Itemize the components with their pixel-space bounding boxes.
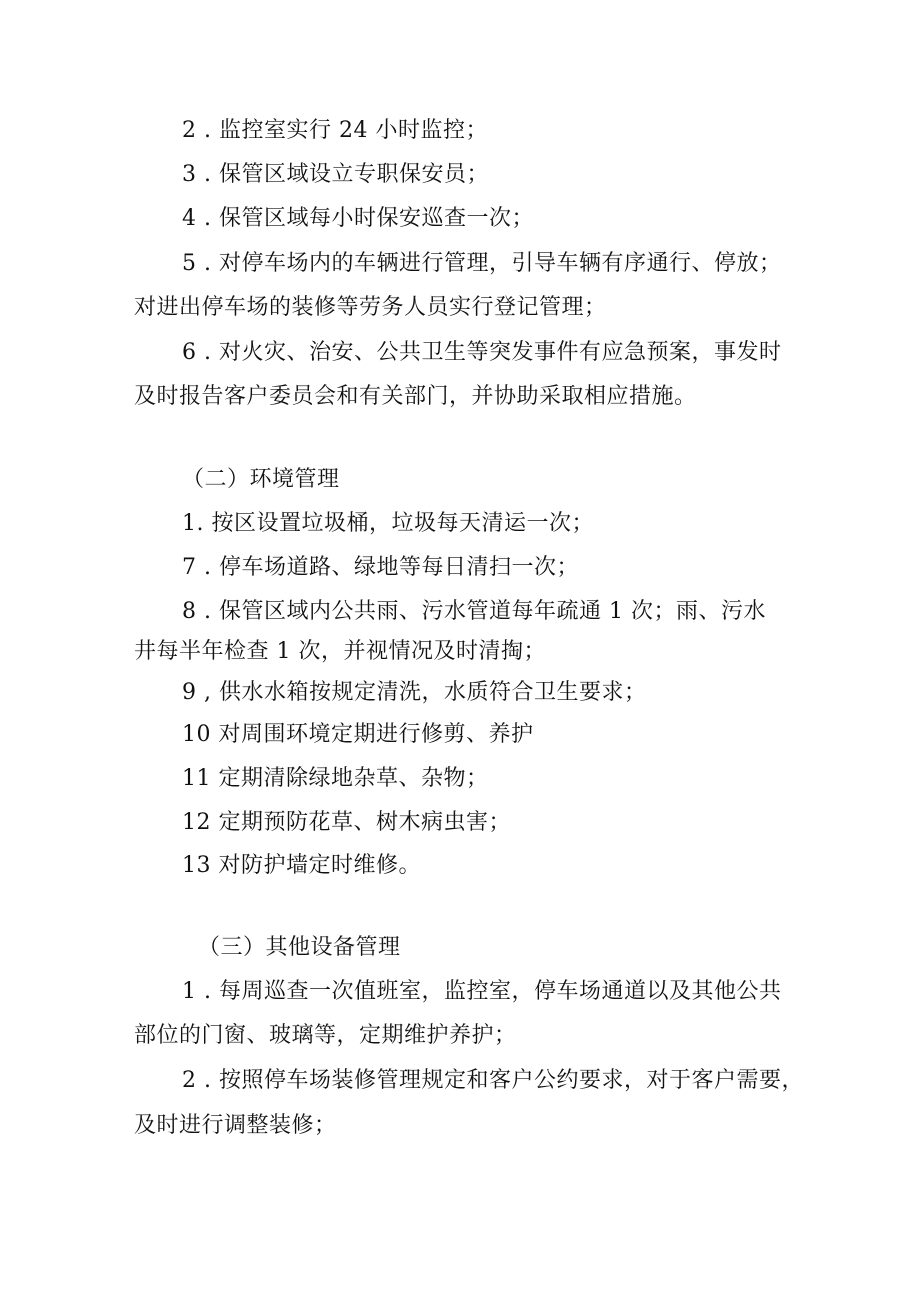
- item-s2-8-line-2: 井每半年检查 1 次，并视情况及时清掏；: [134, 639, 546, 664]
- item-s1-5-line-2: 对进出停车场的装修等劳务人员实行登记管理；: [134, 295, 607, 320]
- item-s2-10-line-1: 10 对周围环境定期进行修剪、养护: [182, 722, 534, 747]
- item-s3-1-line-2: 部位的门窗、玻璃等，定期维护养护；: [134, 1023, 517, 1048]
- item-s2-9-line-1: 9 , 供水水箱按规定清洗，水质符合卫生要求；: [182, 680, 647, 705]
- item-s2-1-line-1: 1. 按区设置垃圾桶，垃圾每天清运一次；: [182, 511, 594, 536]
- item-s2-11-line-1: 11 定期清除绿地杂草、杂物；: [182, 766, 489, 791]
- item-s3-1-line-1: 1 . 每周巡查一次值班室，监控室，停车场通道以及其他公共: [182, 979, 782, 1004]
- item-s2-8-line-1: 8 . 保管区域内公共雨、污水管道每年疏通 1 次；雨、污水: [182, 599, 766, 624]
- section-heading-environment: （二）环境管理: [182, 467, 340, 492]
- item-s2-13-line-1: 13 对防护墙定时维修。: [182, 853, 421, 878]
- item-s1-6-line-1: 6 . 对火灾、治安、公共卫生等突发事件有应急预案，事发时: [182, 340, 782, 365]
- item-s1-2-line-1: 2 . 监控室实行 24 小时监控；: [182, 118, 488, 143]
- item-s1-5-line-1: 5 . 对停车场内的车辆进行管理，引导车辆有序通行、停放；: [182, 251, 782, 276]
- section-heading-other-equipment: （三）其他设备管理: [198, 935, 401, 960]
- item-s3-2-line-2: 及时进行调整装修；: [134, 1113, 337, 1138]
- item-s2-7-line-1: 7 . 停车场道路、绿地等每日清扫一次；: [182, 555, 579, 580]
- item-s3-2-line-1: 2 . 按照停车场装修管理规定和客户公约要求，对于客户需要，: [182, 1068, 804, 1093]
- item-s2-12-line-1: 12 定期预防花草、树木病虫害；: [182, 810, 511, 835]
- item-s1-4-line-1: 4 . 保管区域每小时保安巡查一次；: [182, 206, 534, 231]
- item-s1-6-line-2: 及时报告客户委员会和有关部门，并协助采取相应措施。: [134, 384, 697, 409]
- item-s1-3-line-1: 3 . 保管区域设立专职保安员；: [182, 162, 489, 187]
